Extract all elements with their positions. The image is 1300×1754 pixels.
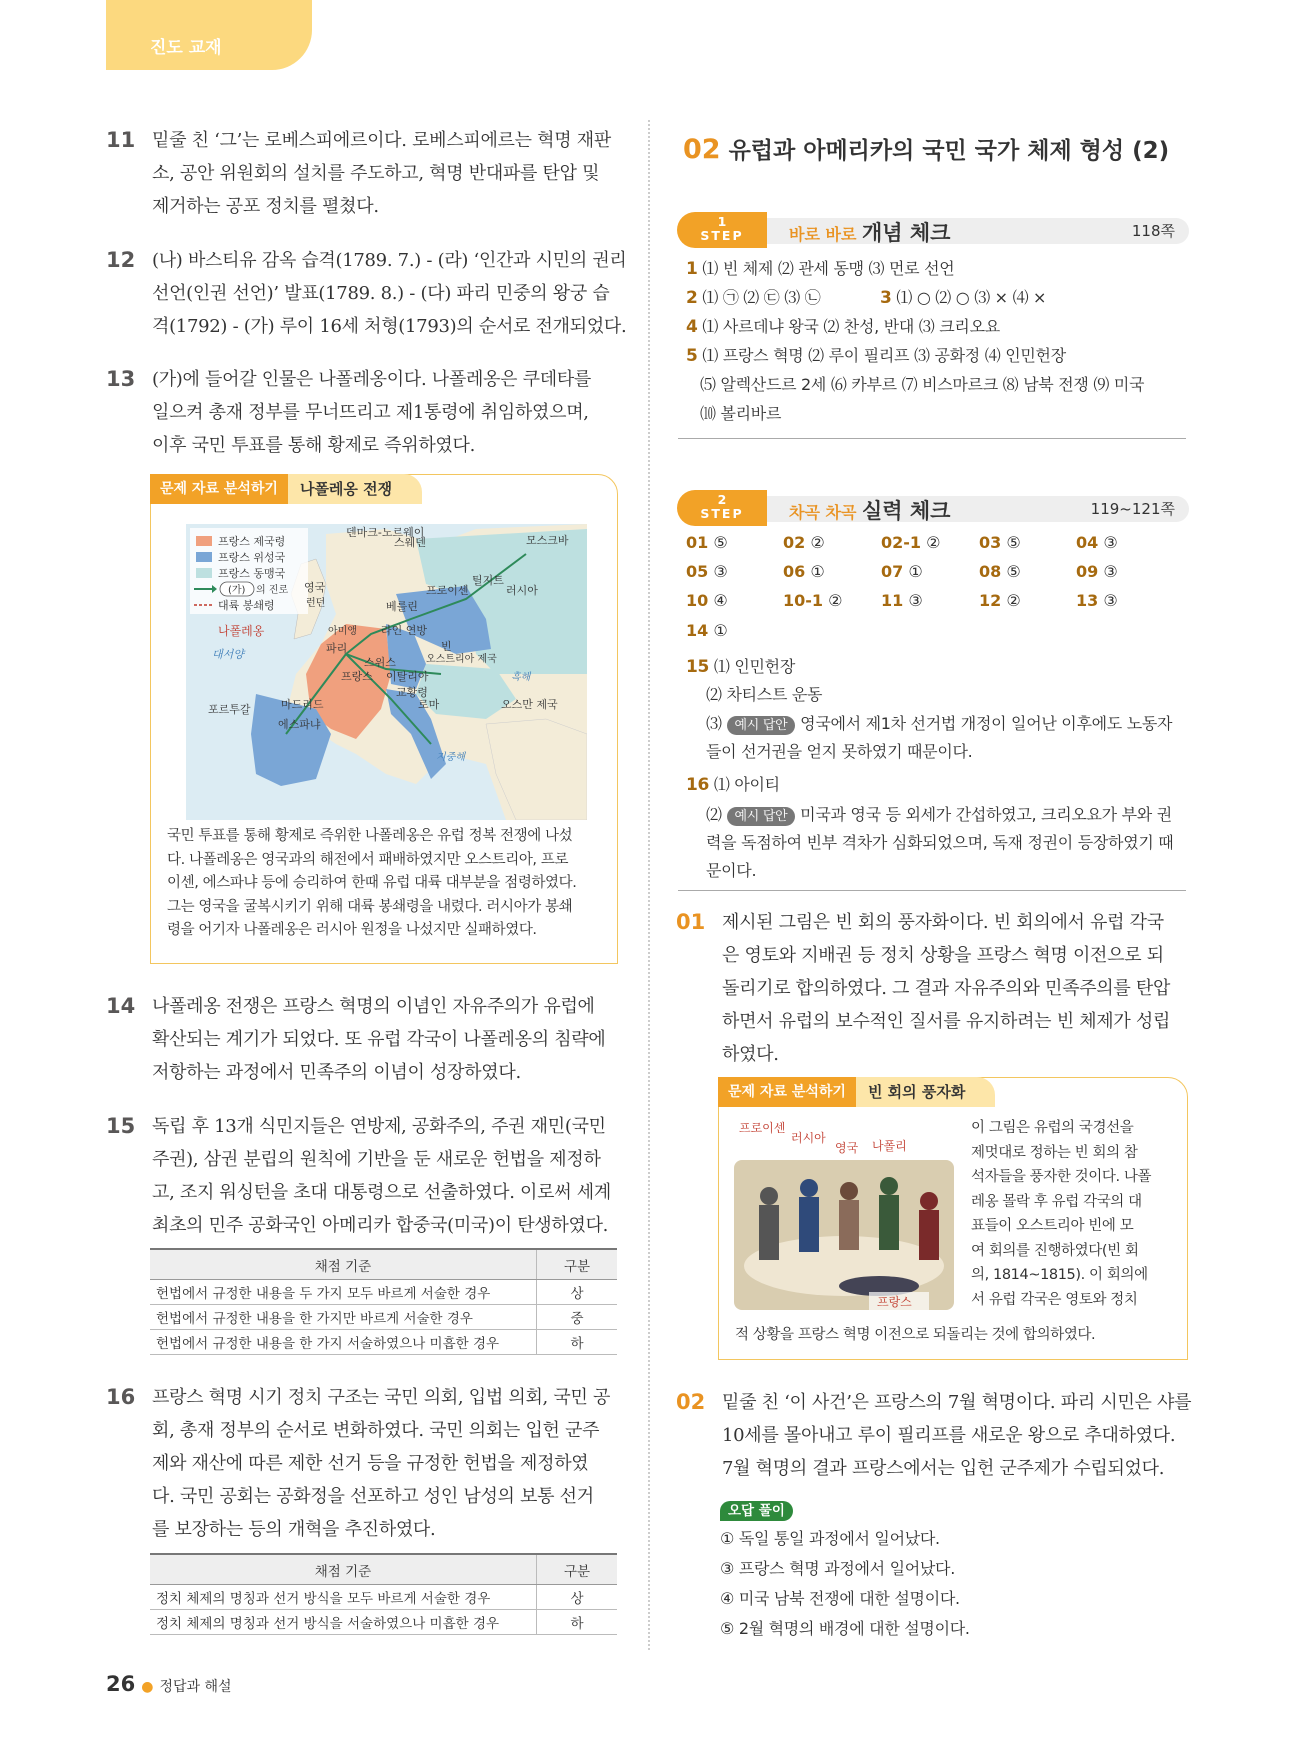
grid-num: 01 [686, 533, 709, 552]
place-spain: 에스파냐 [278, 718, 321, 731]
label-prussia: 프로이센 [739, 1121, 786, 1135]
place-ottoman: 오스만 제국 [501, 698, 558, 711]
step2-answer-15-line4 [706, 737, 972, 766]
question-number: 11 [106, 128, 136, 152]
question-number: 02 [676, 1390, 706, 1414]
figure-body [919, 1210, 939, 1260]
ans-text: ⑴ ○ ⑵ ○ ⑶ × ⑷ × [896, 288, 1047, 307]
place-rome: 로마 [418, 698, 440, 711]
step1-badge [677, 212, 767, 248]
step1-line-2 [686, 283, 820, 313]
step-label: STEP [700, 506, 744, 521]
wrong-answer-item: ① 독일 통일 과정에서 일어났다. [720, 1529, 940, 1548]
ans-text: 들이 선거권을 얻지 못하였기 때문이다. [706, 742, 973, 761]
question-number: 16 [106, 1385, 136, 1409]
example-answer-tag: 예시 답안 [727, 716, 796, 735]
text-line: 밑줄 친 ‘이 사건’은 프랑스의 7월 혁명이다. 파리 시민은 샤를 [722, 1392, 1192, 1413]
answer-text [152, 990, 722, 1089]
text-line: 일으켜 총재 정부를 무너뜨리고 제1통령에 취임하였으며, [152, 402, 589, 423]
place-rhine: 라인 연방 [381, 624, 428, 637]
wrong-answer-item: ③ 프랑스 혁명 과정에서 일어났다. [720, 1559, 956, 1578]
grid-val: ① [908, 562, 923, 581]
text-line: 하면서 유럽의 보수적인 질서를 유지하려는 빈 체제가 성립 [722, 1011, 1171, 1032]
figure-head [920, 1192, 938, 1210]
grid-num: 10 [686, 591, 709, 610]
grid-num: 09 [1076, 562, 1099, 581]
grid-num: 02-1 [881, 533, 922, 552]
table-row [150, 1330, 617, 1355]
step-title-bold: 실력 체크 [861, 499, 951, 523]
grid-item [686, 562, 728, 581]
grid-num: 03 [979, 533, 1002, 552]
place-atlantic: 대서양 [212, 648, 244, 661]
place-moscow: 모스크바 [526, 534, 569, 547]
label-russia: 러시아 [791, 1131, 826, 1145]
text-line: 독립 후 13개 식민지들은 연방제, 공화주의, 주권 재민(국민 [152, 1116, 606, 1137]
grid-item [1076, 562, 1118, 581]
place-napoleon: 나폴레옹 [218, 624, 265, 638]
analysis-box-vienna [718, 1077, 1188, 1360]
step-number: 1 [717, 214, 727, 229]
ans-num: 1 [686, 259, 698, 279]
table-row [150, 1280, 617, 1305]
legend-swatch-satellite [196, 552, 212, 562]
text-line: 나폴레옹 전쟁은 프랑스 혁명의 이념인 자유주의가 유럽에 [152, 996, 595, 1017]
ans-num: 16 [686, 775, 710, 795]
wrong-answer-item: ④ 미국 남북 전쟁에 대한 설명이다. [720, 1589, 960, 1608]
question-number: 01 [676, 910, 706, 934]
footer-label: 정답과 해설 [159, 1679, 232, 1695]
answer-text [152, 244, 722, 343]
grid-val: ③ [713, 562, 728, 581]
grid-num: 04 [1076, 533, 1099, 552]
caption-line: 령을 어기자 나폴레옹은 러시아 원정을 나섰지만 실패하였다. [167, 922, 537, 938]
grid-item [686, 533, 728, 552]
label-naples: 나폴리 [872, 1139, 907, 1153]
ans-text: ⑵ 차티스트 운동 [706, 685, 823, 704]
text-line: (가)에 들어갈 인물은 나폴레옹이다. 나폴레옹은 쿠데타를 [152, 369, 591, 390]
answer-text [722, 1386, 1237, 1485]
ans-text: 영국에서 제1차 선거법 개정이 일어난 이후에도 노동자 [795, 714, 1173, 733]
figure-body [759, 1205, 779, 1260]
grid-item [979, 533, 1021, 552]
text-line: 다. 국민 공회는 공화정을 선포하고 성인 남성의 보통 선거 [152, 1486, 594, 1507]
step1-divider [678, 438, 1186, 439]
section-tab-label: 진도 교재 [150, 38, 222, 58]
legend-ally: 프랑스 동맹국 [218, 567, 286, 580]
step-title-bold: 개념 체크 [861, 221, 951, 245]
grid-num: 05 [686, 562, 709, 581]
step-label: STEP [700, 228, 744, 243]
ans-text: 문이다. [706, 861, 757, 880]
legend-route-suffix: 의 진로 [256, 585, 289, 596]
grid-num: 08 [979, 562, 1002, 581]
caption-line: 제멋대로 정하는 빈 회의 참 [971, 1144, 1138, 1161]
text-line: 제시된 그림은 빈 회의 풍자화이다. 빈 회의에서 유럽 각국 [722, 912, 1164, 933]
grid-val: ② [926, 533, 941, 552]
text-line: 선언(인권 선언)’ 발표(1789. 8.) - (다) 파리 민중의 왕궁 습 [152, 283, 610, 304]
place-paris: 파리 [326, 642, 348, 655]
step2-answer-16-line3 [706, 828, 1173, 857]
legend-blockade: 대륙 봉쇄령 [218, 599, 275, 612]
answer-text [722, 906, 1232, 1071]
place-london: 런던 [306, 598, 326, 609]
place-switzerland: 스위스 [364, 656, 396, 669]
legend-satellite: 프랑스 위성국 [218, 551, 286, 564]
rubric-criteria: 정치 체제의 명칭과 선거 방식을 모두 바르게 서술한 경우 [150, 1585, 537, 1610]
box-tab [150, 474, 422, 504]
text-line: 제와 재산에 따른 제한 선거 등을 규정한 헌법을 제정하였 [152, 1453, 589, 1474]
place-austria: 오스트리아 제국 [426, 654, 497, 665]
place-papal: 교황령 [396, 686, 428, 699]
section-heading-text: 유럽과 아메리카의 국민 국가 체제 형성 (2) [728, 138, 1170, 164]
cartoon-bottom-caption: 적 상황을 프랑스 혁명 이전으로 되돌리는 것에 합의하였다. [735, 1327, 1096, 1343]
grid-val: ② [1006, 591, 1021, 610]
text-line: 회, 총재 정부의 순서로 변화하였다. 국민 의회는 입헌 군주 [152, 1420, 600, 1441]
figure-head [880, 1177, 898, 1195]
caption-line: 의, 1814~1815). 이 회의에 [971, 1267, 1148, 1283]
ans-text: 력을 독점하여 빈부 격차가 심화되었으며, 독재 정권이 등장하였기 때 [706, 833, 1174, 852]
grid-val: ③ [1103, 562, 1118, 581]
ans-num: 5 [686, 346, 698, 366]
box-tab-label: 문제 자료 분석하기 [718, 1077, 856, 1107]
text-line: 격(1792) - (가) 루이 16세 처형(1793)의 순서로 전개되었다. [152, 316, 627, 337]
grid-item [783, 591, 842, 610]
step1-line-7 [700, 399, 781, 428]
wrong-answer-item: ⑤ 2월 혁명의 배경에 대한 설명이다. [720, 1619, 970, 1638]
place-black-sea: 흑해 [511, 672, 531, 683]
step2-answer-grid [686, 533, 1186, 653]
footer-dot-icon: ● [141, 1679, 154, 1695]
step2-title [789, 495, 950, 525]
map-caption [167, 825, 607, 943]
text-line: 이후 국민 투표를 통해 황제로 즉위하였다. [152, 435, 476, 456]
text-line: 저항하는 과정에서 민족주의 이념이 성장하였다. [152, 1062, 521, 1083]
caption-line: 이센, 에스파냐 등에 승리하여 한때 유럽 대륙 대부분을 점령하였다. [167, 875, 577, 891]
grid-num: 11 [881, 591, 904, 610]
page-footer [106, 1672, 232, 1696]
box-tab-title: 나폴레옹 전쟁 [288, 474, 422, 504]
ans-text: ⑵ [706, 805, 727, 824]
step1-line-4 [686, 312, 1000, 342]
place-amiens: 아미앵 [328, 626, 357, 637]
ans-text: ⑴ 인민헌장 [713, 657, 795, 676]
step1-header [677, 212, 1189, 248]
section-heading-number: 02 [683, 134, 721, 165]
cartoon-side-caption [971, 1116, 1176, 1312]
grid-num: 07 [881, 562, 904, 581]
step2-answer-16-line1 [686, 770, 780, 800]
place-vienna: 빈 [441, 640, 452, 653]
text-line: 확산되는 계기가 되었다. 또 유럽 각국이 나폴레옹의 침략에 [152, 1029, 606, 1050]
question-number: 14 [106, 994, 136, 1018]
rubric-header-criteria: 채점 기준 [150, 1554, 537, 1585]
caption-line: 석자들을 풍자한 것이다. 나폴 [971, 1169, 1152, 1185]
rubric-table-15 [150, 1248, 617, 1355]
figure-head [840, 1182, 858, 1200]
ans-text: ⑶ [706, 714, 727, 733]
caption-line: 여 회의를 진행하였다(빈 회 [971, 1242, 1139, 1259]
place-portugal: 포르투갈 [208, 703, 251, 716]
rubric-grade: 하 [537, 1330, 618, 1355]
vienna-congress-cartoon [729, 1116, 959, 1316]
grid-item [881, 591, 923, 610]
box-tab [718, 1077, 995, 1107]
question-number: 13 [106, 367, 136, 391]
place-britain: 영국 [304, 581, 326, 594]
text-line: 7월 혁명의 결과 프랑스에서는 입헌 군주제가 수립되었다. [722, 1458, 1165, 1479]
place-prussia: 프로이센 [426, 584, 469, 597]
caption-line: 이 그림은 유럽의 국경선을 [971, 1120, 1134, 1136]
grid-val: ② [810, 533, 825, 552]
grid-val: ② [828, 591, 843, 610]
rubric-table-16 [150, 1553, 617, 1635]
grid-item [686, 621, 728, 640]
step2-answer-15-line1 [686, 652, 795, 682]
legend-empire: 프랑스 제국령 [218, 535, 286, 548]
grid-val: ⑤ [713, 533, 728, 552]
grid-num: 12 [979, 591, 1002, 610]
label-britain: 영국 [835, 1141, 859, 1155]
step2-badge [677, 490, 767, 526]
rubric-header-grade: 구분 [537, 1249, 618, 1280]
question-number: 15 [106, 1114, 136, 1138]
text-line: (나) 바스티유 감옥 습격(1789. 7.) - (라) ‘인간과 시민의 권리 [152, 250, 627, 271]
place-tilsit: 틸지트 [472, 574, 504, 587]
place-france: 프랑스 [341, 670, 373, 683]
grid-num: 13 [1076, 591, 1099, 610]
text-line: 고, 조지 워싱턴을 초대 대통령으로 선출하였다. 이로써 세계 [152, 1182, 611, 1203]
text-line: 를 보장하는 등의 개혁을 추진하였다. [152, 1519, 436, 1540]
text-line: 제거하는 공포 정치를 펼쳤다. [152, 196, 379, 217]
wrong-answer-tag: 오답 풀이 [720, 1501, 793, 1521]
ans-num: 2 [686, 288, 698, 308]
section-tab [106, 0, 312, 70]
step1-line-6 [700, 370, 1144, 399]
rubric-grade: 중 [537, 1305, 618, 1330]
text-line: 프랑스 혁명 시기 정치 구조는 국민 의회, 입법 의회, 국민 공 [152, 1387, 611, 1408]
grid-val: ⑤ [1006, 533, 1021, 552]
page-number: 26 [106, 1672, 136, 1696]
step2-answer-15-line2 [706, 680, 822, 709]
napoleon-war-map [186, 524, 587, 820]
step2-header [677, 490, 1189, 526]
step-title-pre: 차곡 차곡 [789, 503, 862, 522]
ans-text: ⑴ ㉠ ⑵ ㉢ ⑶ ㉡ [702, 288, 821, 307]
caption-line: 다. 나폴레옹은 영국과의 해전에서 패배하였지만 오스트리아, 프로 [167, 851, 569, 868]
ans-text: ⑴ 빈 체제 ⑵ 관세 동맹 ⑶ 먼로 선언 [702, 259, 955, 278]
grid-item [979, 562, 1021, 581]
grid-num: 14 [686, 621, 709, 640]
grid-item [783, 562, 825, 581]
ans-text: ⑴ 사르데냐 왕국 ⑵ 찬성, 반대 ⑶ 크리오요 [702, 317, 1000, 336]
table-row [150, 1610, 617, 1635]
table-row [150, 1585, 617, 1610]
rubric-criteria: 헌법에서 규정한 내용을 한 가지 서술하였으나 미흡한 경우 [150, 1330, 537, 1355]
grid-val: ① [713, 621, 728, 640]
grid-item [881, 533, 940, 552]
step2-answer-16-line4 [706, 856, 756, 885]
text-line: 밑줄 친 ‘그’는 로베스피에르이다. 로베스피에르는 혁명 재판 [152, 130, 611, 151]
rubric-header-criteria: 채점 기준 [150, 1249, 537, 1280]
ans-text: ⑴ 아이티 [713, 775, 780, 794]
text-line: 10세를 몰아내고 루이 필리프를 새로운 왕으로 추대하였다. [722, 1425, 1176, 1446]
step1-title [789, 217, 950, 247]
step1-line-3 [880, 283, 1046, 313]
step-title-pre: 바로 바로 [789, 225, 862, 244]
place-mediterranean: 지중해 [436, 752, 465, 763]
caption-line: 서 유럽 각국은 영토와 정치 [971, 1291, 1138, 1308]
text-line: 하였다. [722, 1044, 779, 1065]
ans-text: ⑴ 프랑스 혁명 ⑵ 루이 필리프 ⑶ 공화정 ⑷ 인민헌장 [702, 346, 1066, 365]
place-russia: 러시아 [506, 584, 538, 597]
figure-body [799, 1197, 819, 1252]
step2-answer-15-line3 [706, 709, 1172, 738]
legend-gap-label: (가) [228, 585, 246, 596]
figure-body [879, 1195, 899, 1250]
legend-swatch-ally [196, 568, 212, 578]
rubric-header-grade: 구분 [537, 1554, 618, 1585]
rubric-grade: 상 [537, 1280, 618, 1305]
step2-divider [678, 890, 1186, 891]
grid-item [979, 591, 1021, 610]
figure-head [760, 1187, 778, 1205]
table-row [150, 1305, 617, 1330]
box-tab-label: 문제 자료 분석하기 [150, 474, 288, 504]
figure-head [800, 1179, 818, 1197]
caption-line: 레옹 몰락 후 유럽 각국의 대 [971, 1193, 1142, 1210]
legend-swatch-empire [196, 536, 212, 546]
place-madrid: 마드리드 [281, 698, 324, 711]
grid-item [686, 591, 728, 610]
caption-line: 그는 영국을 굴복시키기 위해 대륙 봉쇄령을 내렸다. 러시아가 봉쇄 [167, 898, 573, 915]
step-number: 2 [717, 492, 727, 507]
grid-item [783, 533, 825, 552]
caption-line: 표들이 오스트리아 빈에 모 [971, 1218, 1134, 1234]
grid-val: ④ [713, 591, 728, 610]
grid-val: ⑤ [1006, 562, 1021, 581]
grid-val: ③ [908, 591, 923, 610]
section-heading [683, 132, 1169, 165]
grid-val: ① [810, 562, 825, 581]
text-line: 최초의 민주 공화국인 아메리카 합중국(미국)이 탄생하였다. [152, 1215, 609, 1236]
rubric-grade: 하 [537, 1610, 618, 1635]
step2-page-ref: 119~121쪽 [1090, 500, 1175, 518]
grid-item [1076, 533, 1118, 552]
ans-num: 3 [880, 288, 892, 308]
rubric-criteria: 헌법에서 규정한 내용을 한 가지만 바르게 서술한 경우 [150, 1305, 537, 1330]
step1-page-ref: 118쪽 [1131, 222, 1175, 240]
figure-body [839, 1200, 859, 1250]
place-berlin: 베를린 [386, 600, 418, 613]
ans-text: 미국과 영국 등 외세가 간섭하였고, 크리오요가 부와 권 [795, 805, 1172, 824]
grid-num: 06 [783, 562, 806, 581]
answer-text [152, 1381, 722, 1546]
question-number: 12 [106, 248, 136, 272]
ans-text: ⑽ 볼리바르 [700, 404, 782, 423]
step1-line-1 [686, 254, 954, 284]
text-line: 돌리기로 합의하였다. 그 결과 자유주의와 민족주의를 탄압 [722, 978, 1171, 999]
analysis-box-napoleon [150, 474, 618, 964]
ans-num: 4 [686, 317, 698, 337]
text-line: 주권), 삼권 분립의 원칙에 기반을 둔 새로운 헌법을 제정하 [152, 1149, 601, 1170]
text-line: 소, 공안 위원회의 설치를 주도하고, 혁명 반대파를 탄압 및 [152, 163, 600, 184]
place-italy: 이탈리아 [386, 670, 429, 683]
wrong-answer-section [720, 1500, 970, 1638]
answer-text [152, 124, 722, 223]
step1-line-5 [686, 341, 1066, 371]
grid-val: ③ [1103, 591, 1118, 610]
label-france: 프랑스 [877, 1295, 912, 1309]
rubric-criteria: 헌법에서 규정한 내용을 두 가지 모두 바르게 서술한 경우 [150, 1280, 537, 1305]
place-sweden: 스웨덴 [394, 536, 426, 549]
answer-text [152, 1110, 722, 1242]
answer-text [152, 363, 722, 462]
grid-item [1076, 591, 1118, 610]
example-answer-tag: 예시 답안 [727, 807, 796, 826]
box-tab-title: 빈 회의 풍자화 [856, 1077, 995, 1107]
ans-text: ⑸ 알렉산드르 2세 ⑹ 카부르 ⑺ 비스마르크 ⑻ 남북 전쟁 ⑼ 미국 [700, 375, 1145, 394]
rubric-grade: 상 [537, 1585, 618, 1610]
ans-num: 15 [686, 657, 710, 677]
caption-line: 국민 투표를 통해 황제로 즉위한 나폴레옹은 유럽 정복 전쟁에 나섰 [167, 828, 573, 844]
grid-num: 10-1 [783, 591, 824, 610]
grid-val: ③ [1103, 533, 1118, 552]
step2-answer-16-line2 [706, 800, 1172, 829]
place-denmark: 덴마크-노르웨이 [346, 526, 425, 539]
rubric-criteria: 정치 체제의 명칭과 선거 방식을 서술하였으나 미흡한 경우 [150, 1610, 537, 1635]
text-line: 은 영토와 지배권 등 정치 상황을 프랑스 혁명 이전으로 되 [722, 945, 1164, 966]
grid-item [881, 562, 923, 581]
grid-num: 02 [783, 533, 806, 552]
